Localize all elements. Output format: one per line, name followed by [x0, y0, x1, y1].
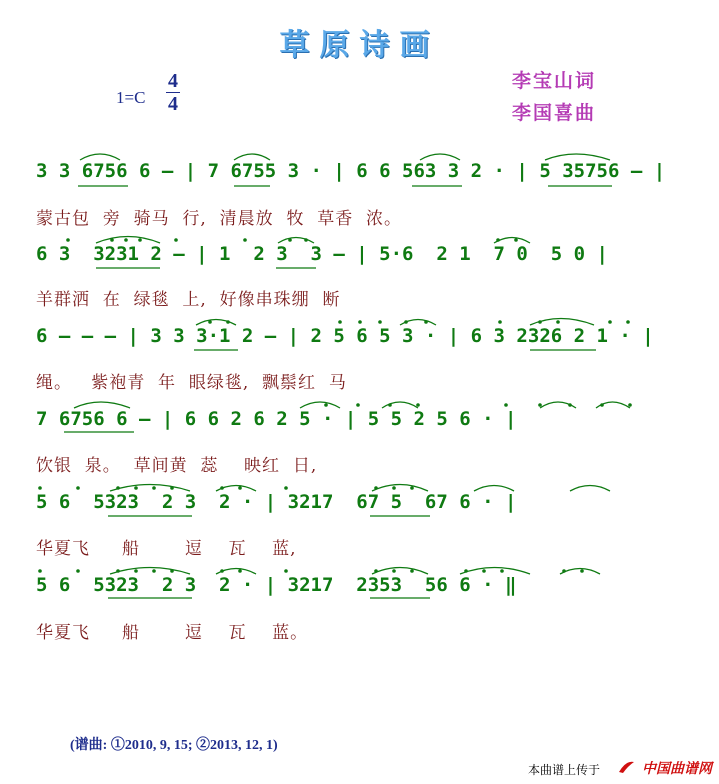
upload-label: 本曲谱上传于	[528, 763, 601, 777]
lyric-row-2: 羊群洒 在 绿毯 上, 好像串珠绷 断	[36, 290, 341, 310]
composer-credit: 李国喜曲	[512, 102, 597, 124]
notation-row-4: 7 6756 6 — | 6 6 2 6 2 5 · | 5 5 2 5 6 · |	[36, 408, 517, 430]
time-signature-top: 4	[168, 70, 178, 92]
underline-group	[64, 186, 612, 598]
lyric-row-5: 华夏飞 船 逗 瓦 蓝,	[36, 539, 297, 559]
site-name[interactable]: 中国曲谱网	[642, 761, 712, 777]
notation-row-1: 3 3 6756 6 — | 7 6755 3 · | 6 6 563 3 2 · | 5 35756 — |	[36, 160, 666, 182]
song-title: 草原诗画	[279, 28, 440, 63]
lyric-row-1: 蒙古包 旁 骑马 行, 清晨放 牧 草香 浓。	[36, 209, 403, 229]
time-signature-bottom: 4	[168, 93, 178, 115]
notation-row-6: 5 6 5323 2 3 2 · | 3217 2353 56 6 · ‖	[36, 574, 517, 596]
notation-row-2: 6 3 3231 2 — | 1 2 3 3 — | 5·6 2 1 7 0 5 0 |	[36, 243, 608, 265]
notation-row-3: 6 — — — | 3 3 3·1 2 — | 2 5 6 5 3 · | 6 3 2326 2 1 · |	[36, 325, 654, 347]
key-signature: 1=C	[116, 88, 146, 107]
lyric-row-3: 绳。 紫袍青 年 眼绿毯, 飘鬃红 马	[36, 373, 347, 393]
slur-group	[74, 154, 630, 574]
composition-dates: (谱曲: ①2010, 9, 15; ②2013, 12, 1)	[70, 738, 278, 753]
notation-row-5: 5 6 5323 2 3 2 · | 3217 67 5 67 6 · |	[36, 491, 517, 513]
site-logo-icon	[616, 758, 636, 776]
lyric-row-6: 华夏飞 船 逗 瓦 蓝。	[36, 623, 309, 643]
lyric-row-4: 饮银 泉。 草间黄 蕊 映红 日,	[36, 456, 318, 476]
lyricist-credit: 李宝山词	[512, 70, 597, 92]
